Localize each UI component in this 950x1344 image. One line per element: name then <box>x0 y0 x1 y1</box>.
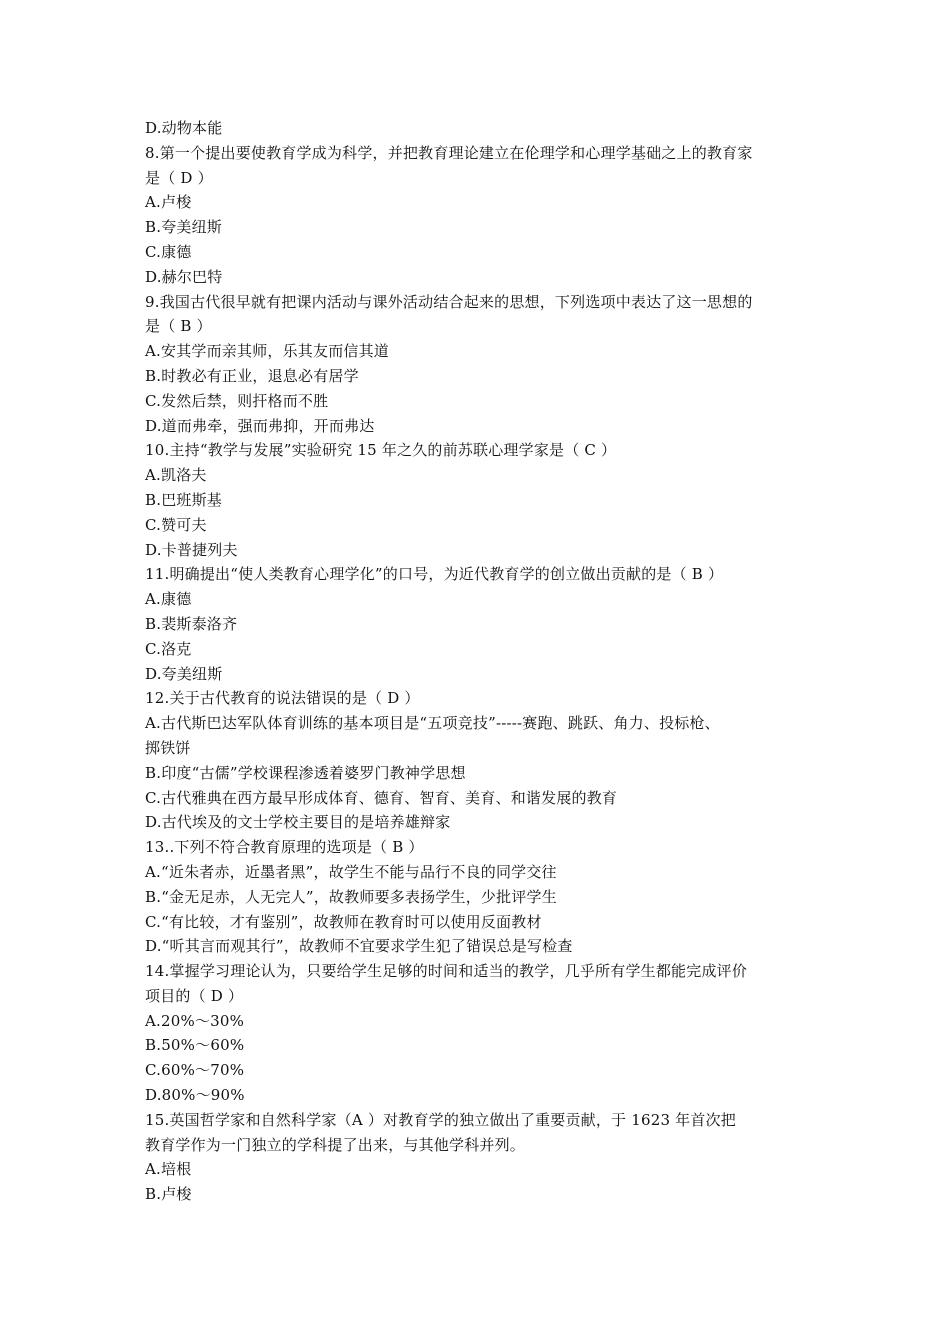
text-line: B.印度“古儒”学校课程渗透着婆罗门教神学思想 <box>145 763 466 782</box>
text-line: 14.掌握学习理论认为，只要给学生足够的时间和适当的教学，几乎所有学生都能完成评价 <box>145 962 748 981</box>
text-line: C.“有比较，才有鉴别”，故教师在教育时可以使用反面教材 <box>145 912 542 931</box>
text-line: A.卢梭 <box>145 193 192 212</box>
text-line: 8.第一个提出要使教育学成为科学，并把教育理论建立在伦理学和心理学基础之上的教育家 <box>145 143 753 162</box>
text-line: A.安其学而亲其师，乐其友而信其道 <box>145 342 390 361</box>
text-line: D.80%～90% <box>145 1086 245 1105</box>
text-line: 10.主持“教学与发展”实验研究 15 年之久的前苏联心理学家是（ C ） <box>145 441 617 460</box>
text-line: A.古代斯巴达军队体育训练的基本项目是“五项竞技”-----赛跑、跳跃、角力、投标枪、 <box>145 714 720 733</box>
text-line: A.凯洛夫 <box>145 466 207 485</box>
text-line: D.道而弗牵，强而弗抑，开而弗达 <box>145 416 375 435</box>
text-line: D.古代埃及的文士学校主要目的是培养雄辩家 <box>145 813 451 832</box>
text-line: 教育学作为一门独立的学科提了出来，与其他学科并列。 <box>145 1135 526 1154</box>
text-line: 项目的（ D ） <box>145 986 244 1005</box>
text-line: 9.我国古代很早就有把课内活动与课外活动结合起来的思想，下列选项中表达了这一思想的 <box>145 292 753 311</box>
text-line: B.夸美纽斯 <box>145 218 222 237</box>
text-line: 11.明确提出“使人类教育心理学化”的口号，为近代教育学的创立做出贡献的是（ B ） <box>145 565 724 584</box>
text-line: 13..下列不符合教育原理的选项是（ B ） <box>145 838 424 857</box>
text-line: A.“近朱者赤，近墨者黑”，故学生不能与品行不良的同学交往 <box>145 862 557 881</box>
text-line: B.时教必有正业，退息必有居学 <box>145 366 359 385</box>
text-line: C.60%～70% <box>145 1061 245 1080</box>
text-line: B.巴班斯基 <box>145 490 222 509</box>
text-line: 15.英国哲学家和自然科学家（A ）对教育学的独立做出了重要贡献，于 1623 年首次把 <box>145 1110 736 1129</box>
text-line: A.20%～30% <box>145 1011 245 1030</box>
text-line: B.“金无足赤，人无完人”，故教师要多表扬学生，少批评学生 <box>145 887 557 906</box>
text-line: A.培根 <box>145 1160 192 1179</box>
text-line: D.夸美纽斯 <box>145 664 223 683</box>
text-line: C.赞可夫 <box>145 515 207 534</box>
text-line: 是（ D ） <box>145 168 213 187</box>
text-line: C.洛克 <box>145 639 192 658</box>
text-line: D.赫尔巴特 <box>145 267 223 286</box>
text-line: D.“听其言而观其行”，故教师不宜要求学生犯了错误总是写检查 <box>145 937 573 956</box>
text-line: D.动物本能 <box>145 119 223 137</box>
text-line: B.卢梭 <box>145 1185 192 1204</box>
text-line: 是（ B ） <box>145 317 212 336</box>
document-page <box>145 116 825 1207</box>
text-line: B.裴斯泰洛齐 <box>145 614 238 633</box>
text-line: A.康德 <box>145 590 192 609</box>
text-line: C.古代雅典在西方最早形成体育、德育、智育、美育、和谐发展的教育 <box>145 788 618 807</box>
text-line: C.康德 <box>145 242 192 261</box>
text-line: D.卡普捷列夫 <box>145 540 238 559</box>
text-line: C.发然后禁，则扞格而不胜 <box>145 391 329 410</box>
text-line: B.50%～60% <box>145 1036 245 1055</box>
text-line: 掷铁饼 <box>145 738 191 757</box>
text-line: 12.关于古代教育的说法错误的是（ D ） <box>145 689 420 708</box>
